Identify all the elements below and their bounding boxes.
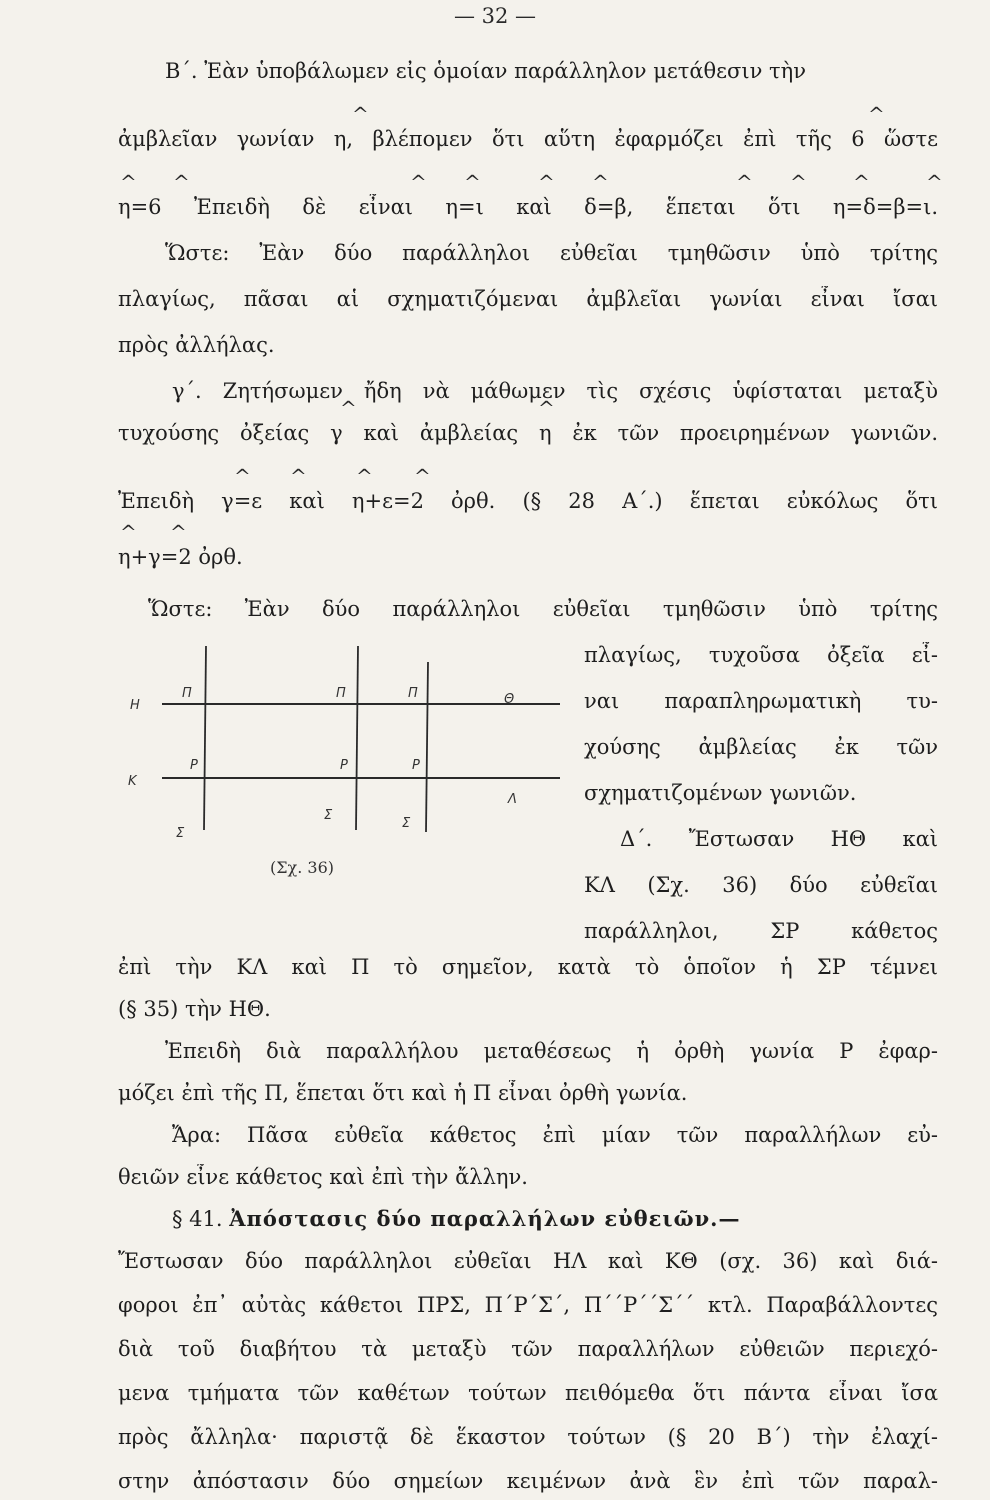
- text-line: ἐπὶ τὴν ΚΛ καὶ Π τὸ σημεῖον, κατὰ τὸ ὁποῖον ἡ ΣΡ τέμνει: [118, 955, 938, 979]
- text-line: τυχούσης ὀξείας γ καὶ ἀμβλείας η ἐκ τῶν προειρημένων γωνιῶν.: [118, 421, 938, 445]
- parallel-lines-diagram: [140, 640, 580, 900]
- angle-hat-icon: ^: [790, 170, 807, 194]
- label-theta: Θ: [504, 692, 515, 707]
- label-h: Η: [130, 698, 140, 713]
- angle-hat-icon: ^: [538, 170, 555, 194]
- text-line: η=6 Ἐπειδὴ δὲ εἶναι η=ι καὶ δ=β, ἕπεται ὅτι η=δ=β=ι.: [118, 195, 938, 219]
- angle-hat-row: [118, 464, 938, 486]
- angle-hat-row: [118, 170, 943, 194]
- label-pi: Π: [408, 686, 418, 701]
- text-line: πλαγίως, πᾶσαι αἱ σχηματιζόμεναι ἀμβλεῖαι γωνίαι εἶναι ἴσαι: [118, 287, 938, 311]
- angle-hat-icon: ^: [592, 170, 609, 194]
- angle-hat-icon: ^: [538, 396, 555, 420]
- angle-hat-row: [118, 102, 938, 124]
- angle-hat-icon: ^: [853, 170, 870, 194]
- angle-hat-icon: ^: [352, 102, 369, 126]
- section-number: § 41.: [172, 1207, 223, 1231]
- text-line: πλαγίως, τυχοῦσα ὀξεῖα εἶ-: [584, 643, 938, 667]
- angle-hat-row: [118, 520, 938, 542]
- section-heading: [172, 1206, 938, 1232]
- text-line: Ἔστωσαν δύο παράλληλοι εὐθεῖαι ΗΛ καὶ ΚΘ (σχ. 36) καὶ διά-: [118, 1249, 938, 1273]
- angle-hat-icon: ^: [736, 170, 753, 194]
- text-line: παράλληλοι, ΣΡ κάθετος: [584, 919, 938, 943]
- text-line: θειῶν εἶνε κάθετος καὶ ἐπὶ τὴν ἄλλην.: [118, 1165, 528, 1189]
- text-line: χούσης ἀμβλείας ἐκ τῶν: [584, 735, 938, 759]
- label-pi: Π: [182, 686, 192, 701]
- label-rho: Ρ: [412, 758, 420, 773]
- angle-hat-icon: ^: [926, 170, 943, 194]
- text-line: πρὸς ἄλληλα· παριστᾷ δὲ ἕκαστον τούτων (§ 20 Β΄) τὴν ἐλαχί-: [118, 1425, 938, 1449]
- label-sigma: Σ: [324, 808, 333, 823]
- text-line: Β΄. Ἐὰν ὑποβάλωμεν εἰς ὁμοίαν παράλληλον μετάθεσιν τὴν: [165, 59, 807, 83]
- label-k: Κ: [128, 774, 137, 789]
- label-rho: Ρ: [340, 758, 348, 773]
- text-line: ἀμβλεῖαν γωνίαν η, βλέπομεν ὅτι αὕτη ἐφαρμόζει ἐπὶ τῆς 6 ὥστε: [118, 127, 938, 151]
- angle-hat-icon: ^: [340, 396, 357, 420]
- text-line: Ἐπειδὴ γ=ε καὶ η+ε=2 ὀρθ. (§ 28 Α΄.) ἕπεται εὐκόλως ὅτι: [118, 489, 938, 513]
- text-line: (§ 35) τὴν ΗΘ.: [118, 997, 271, 1021]
- angle-hat-icon: ^: [120, 170, 137, 194]
- angle-hat-icon: ^: [173, 170, 190, 194]
- figure-caption: (Σχ. 36): [270, 858, 335, 877]
- text-line: διὰ τοῦ διαβήτου τὰ μεταξὺ τῶν παραλλήλων εὐθειῶν περιεχό-: [118, 1337, 938, 1361]
- text-line: η+γ=2 ὀρθ.: [118, 545, 243, 569]
- figure-36: [128, 640, 580, 900]
- angle-hat-icon: ^: [414, 464, 431, 488]
- angle-hat-icon: ^: [464, 170, 481, 194]
- angle-hat-icon: ^: [290, 464, 307, 488]
- angle-hat-icon: ^: [234, 464, 251, 488]
- text-line: φοροι ἐπ᾽ αὐτὰς κάθετοι ΠΡΣ, Π΄Ρ΄Σ΄, Π΄΄Ρ΄΄Σ΄΄ κτλ. Παραβάλλοντες: [118, 1293, 938, 1317]
- label-rho: Ρ: [190, 758, 198, 773]
- text-line: Ἄρα: Πᾶσα εὐθεῖα κάθετος ἐπὶ μίαν τῶν παραλλήλων εὐ-: [172, 1123, 938, 1147]
- angle-hat-icon: ^: [868, 102, 885, 126]
- angle-hat-icon: ^: [410, 170, 427, 194]
- angle-hat-icon: ^: [170, 520, 187, 544]
- text-line: Ἐπειδὴ διὰ παραλλήλου μεταθέσεως ἡ ὀρθὴ γωνία Ρ ἐφαρ-: [165, 1039, 938, 1063]
- text-line: σχηματιζομένων γωνιῶν.: [584, 781, 857, 805]
- angle-hat-icon: ^: [356, 464, 373, 488]
- angle-hat-row: [118, 396, 938, 418]
- section-title: Ἀπόστασις δύο παραλλήλων εὐθειῶν.—: [229, 1206, 741, 1231]
- text-line: μενα τμήματα τῶν καθέτων τούτων πειθόμεθα ὅτι πάντα εἶναι ἴσα: [118, 1381, 938, 1405]
- text-line: πρὸς ἀλλήλας.: [118, 333, 275, 357]
- label-sigma: Σ: [402, 816, 411, 831]
- text-line: στην ἀπόστασιν δύο σημείων κειμένων ἀνὰ ἓν ἐπὶ τῶν παραλ-: [118, 1469, 938, 1493]
- text-line: γ΄. Ζητήσωμεν ἤδη νὰ μάθωμεν τὶς σχέσις ὑφίσταται μεταξὺ: [172, 379, 938, 403]
- angle-hat-icon: ^: [120, 520, 137, 544]
- text-line: ΚΛ (Σχ. 36) δύο εὐθεῖαι: [584, 873, 938, 897]
- text-line: Δ΄. Ἔστωσαν ΗΘ καὶ: [620, 827, 938, 851]
- label-lambda: Λ: [508, 792, 517, 807]
- text-line: ναι παραπληρωματικὴ τυ-: [584, 689, 938, 713]
- page-number: — 32 —: [453, 4, 537, 28]
- text-line: μόζει ἐπὶ τῆς Π, ἕπεται ὅτι καὶ ἡ Π εἶναι ὀρθὴ γωνία.: [118, 1081, 688, 1105]
- text-line: Ὥστε: Ἐὰν δύο παράλληλοι εὐθεῖαι τμηθῶσιν ὑπὸ τρίτης: [148, 597, 938, 621]
- label-sigma: Σ: [176, 826, 185, 841]
- text-line: Ὥστε: Ἐὰν δύο παράλληλοι εὐθεῖαι τμηθῶσιν ὑπὸ τρίτης: [165, 241, 938, 265]
- label-pi: Π: [336, 686, 346, 701]
